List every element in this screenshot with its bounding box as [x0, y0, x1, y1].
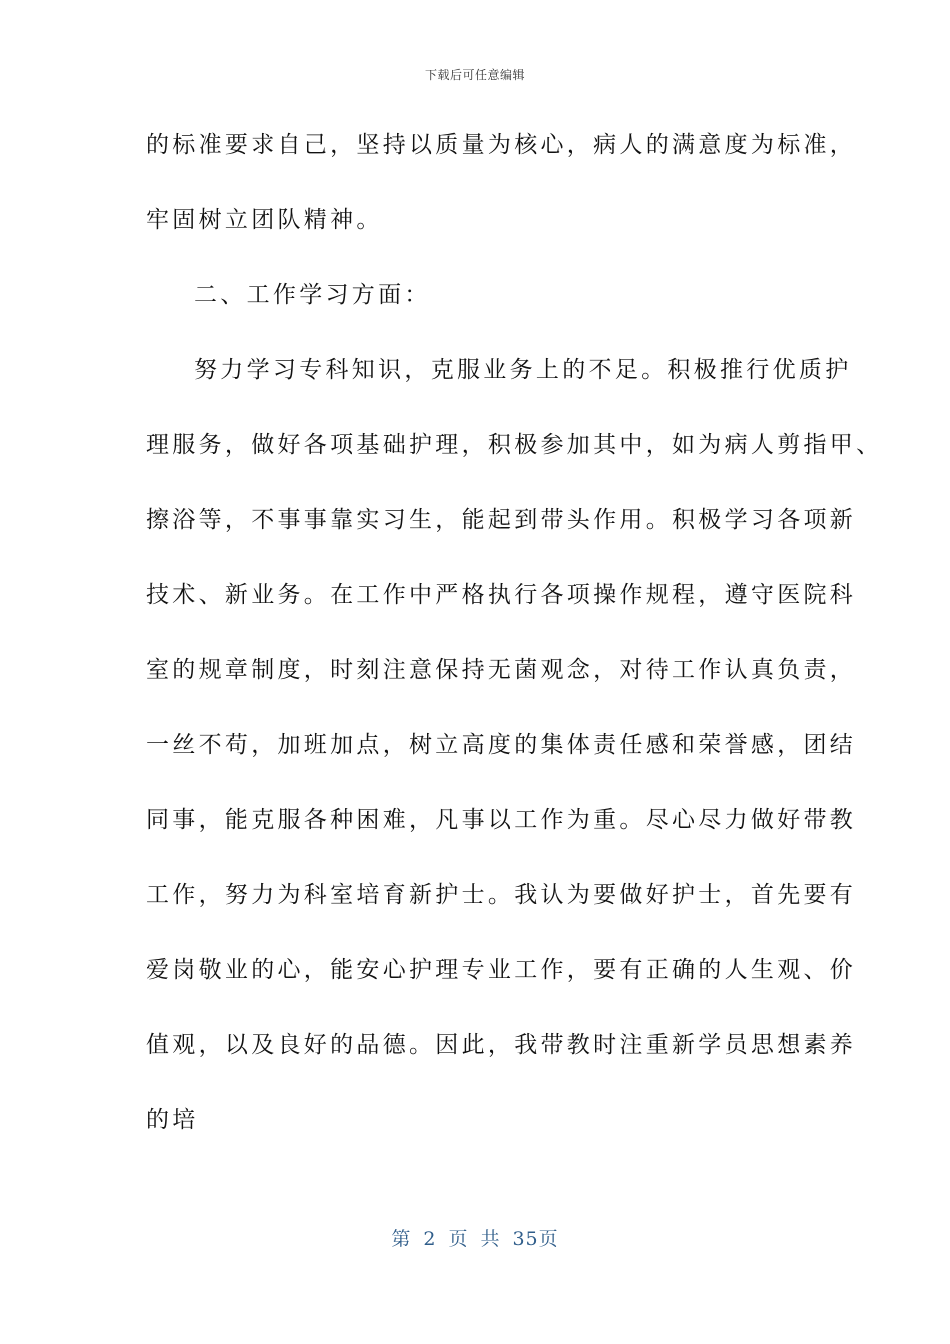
paragraph-line: 一丝不苟，加班加点，树立高度的集体责任感和荣誉感，团结	[146, 732, 857, 758]
page-number-footer	[0, 1224, 950, 1251]
paragraph-line: 牢固树立团队精神。	[146, 207, 383, 233]
footer-total-label: 共	[480, 1228, 501, 1250]
total-pages: 35页	[512, 1228, 559, 1250]
paragraph-line: 理服务，做好各项基础护理，积极参加其中，如为病人剪指甲、	[146, 432, 883, 458]
paragraph-line: 的标准要求自己，坚持以质量为核心，病人的满意度为标准，	[146, 132, 857, 158]
footer-prefix: 第	[391, 1228, 412, 1250]
paragraph-line: 的培	[146, 1107, 199, 1133]
paragraph-line: 同事，能克服各种困难，凡事以工作为重。尽心尽力做好带教	[146, 807, 857, 833]
body-text	[146, 108, 883, 1158]
paragraph-line: 室的规章制度，时刻注意保持无菌观念，对待工作认真负责，	[146, 657, 857, 683]
paragraph-line: 值观，以及良好的品德。因此，我带教时注重新学员思想素养	[146, 1032, 857, 1058]
footer-page-label: 页	[448, 1228, 469, 1250]
current-page-number: 2	[423, 1228, 437, 1250]
paragraph-line: 技术、新业务。在工作中严格执行各项操作规程，遵守医院科	[146, 582, 857, 608]
paragraph-line: 努力学习专科知识，克服业务上的不足。积极推行优质护	[194, 357, 852, 383]
paragraph-line: 爱岗敬业的心，能安心护理专业工作，要有正确的人生观、价	[146, 957, 857, 983]
paragraph-line: 工作，努力为科室培育新护士。我认为要做好护士，首先要有	[146, 882, 857, 908]
header-note: 下载后可任意编辑	[424, 68, 525, 82]
section-heading: 二、工作学习方面：	[194, 282, 431, 308]
paragraph-line: 擦浴等，不事事靠实习生，能起到带头作用。积极学习各项新	[146, 507, 857, 533]
